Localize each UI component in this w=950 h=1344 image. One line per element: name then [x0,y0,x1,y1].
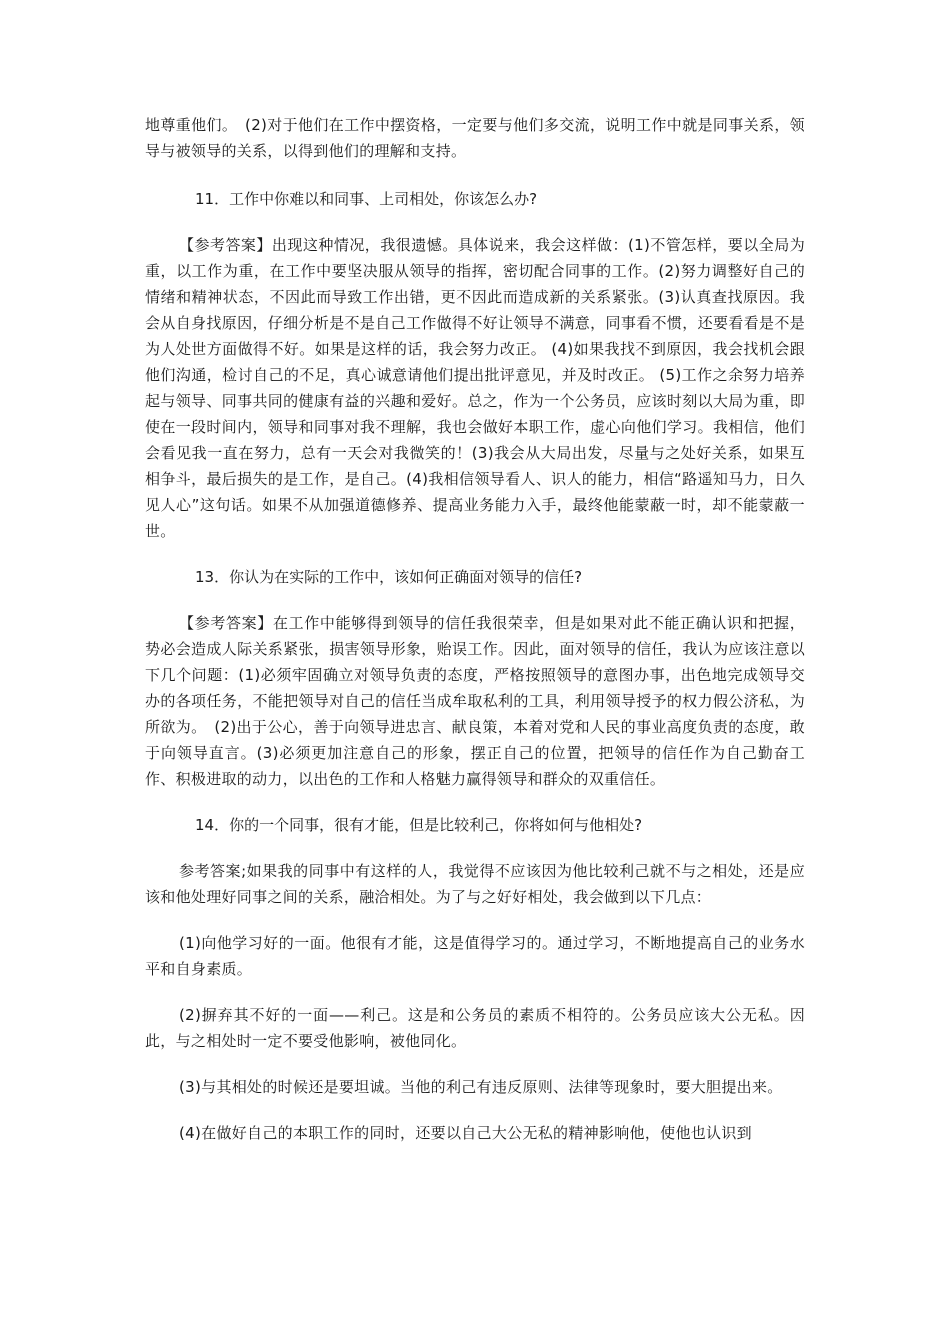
document-page [145,112,805,1146]
answer-14-point-2: (2)摒弃其不好的一面——利己。这是和公务员的素质不相符的。公务员应该大公无私。因此，与之相处时一定不要受他影响，被他同化。 [145,1006,805,1050]
question-11: 11．工作中你难以和同事、上司相处，你该怎么办? [195,190,538,208]
answer-13: 【参考答案】在工作中能够得到领导的信任我很荣幸，但是如果对此不能正确认识和把握，势必会造成人际关系紧张，损害领导形象，贻误工作。因此，面对领导的信任，我认为应该注意以下几个问题：(1)必须牢固确立对领导负责的态度，严格按照领导的意图办事，出色地完成领导交办的各项任务，不能把领导对自己的信任当成牟取私利的工具，利用领导授予的权力假公济私，为所欲为。 (2)出于公心，善于向领导进忠言、献良策，本着对党和人民的事业高度负责的态度，敢于向领导直言。(3)必须更加注意自己的形象，摆正自己的位置，把领导的信任作为自己勤奋工作、积极进取的动力，以出色的工作和人格魅力赢得领导和群众的双重信任。 [145,614,805,788]
answer-14-point-4: (4)在做好自己的本职工作的同时，还要以自己大公无私的精神影响他，使他也认识到 [179,1124,752,1142]
answer-14-point-3: (3)与其相处的时候还是要坦诚。当他的利己有违反原则、法律等现象时，要大胆提出来。 [179,1078,783,1096]
answer-14-intro: 参考答案;如果我的同事中有这样的人，我觉得不应该因为他比较利己就不与之相处，还是应该和他处理好同事之间的关系，融洽相处。为了与之好好相处，我会做到以下几点： [145,862,805,906]
answer-14-point-1: (1)向他学习好的一面。他很有才能，这是值得学习的。通过学习，不断地提高自己的业务水平和自身素质。 [145,934,805,978]
question-14: 14．你的一个同事，很有才能，但是比较利己，你将如何与他相处? [195,816,643,834]
question-13: 13．你认为在实际的工作中，该如何正确面对领导的信任? [195,568,583,586]
answer-11: 【参考答案】出现这种情况，我很遗憾。具体说来，我会这样做：(1)不管怎样，要以全局为重，以工作为重，在工作中要坚决服从领导的指挥，密切配合同事的工作。(2)努力调整好自己的情绪和精神状态，不因此而导致工作出错，更不因此而造成新的关系紧张。(3)认真查找原因。我会从自身找原因，仔细分析是不是自己工作做得不好让领导不满意，同事看不惯，还要看看是不是为人处世方面做得不好。如果是这样的话，我会努力改正。 (4)如果我找不到原因，我会找机会跟他们沟通，检讨自己的不足，真心诚意请他们提出批评意见，并及时改正。 (5)工作之余努力培养起与领导、同事共同的健康有益的兴趣和爱好。总之，作为一个公务员，应该时刻以大局为重，即使在一段时间内，领导和同事对我不理解，我也会做好本职工作，虚心向他们学习。我相信，他们会看见我一直在努力，总有一天会对我微笑的！(3)我会从大局出发，尽量与之处好关系，如果互相争斗，最后损失的是工作，是自己。(4)我相信领导看人、识人的能力，相信“路遥知马力，日久见人心”这句话。如果不从加强道德修养、提高业务能力入手，最终他能蒙蔽一时，却不能蒙蔽一世。 [145,236,805,540]
paragraph-continuation: 地尊重他们。 (2)对于他们在工作中摆资格，一定要与他们多交流，说明工作中就是同事关系，领导与被领导的关系，以得到他们的理解和支持。 [145,116,805,160]
